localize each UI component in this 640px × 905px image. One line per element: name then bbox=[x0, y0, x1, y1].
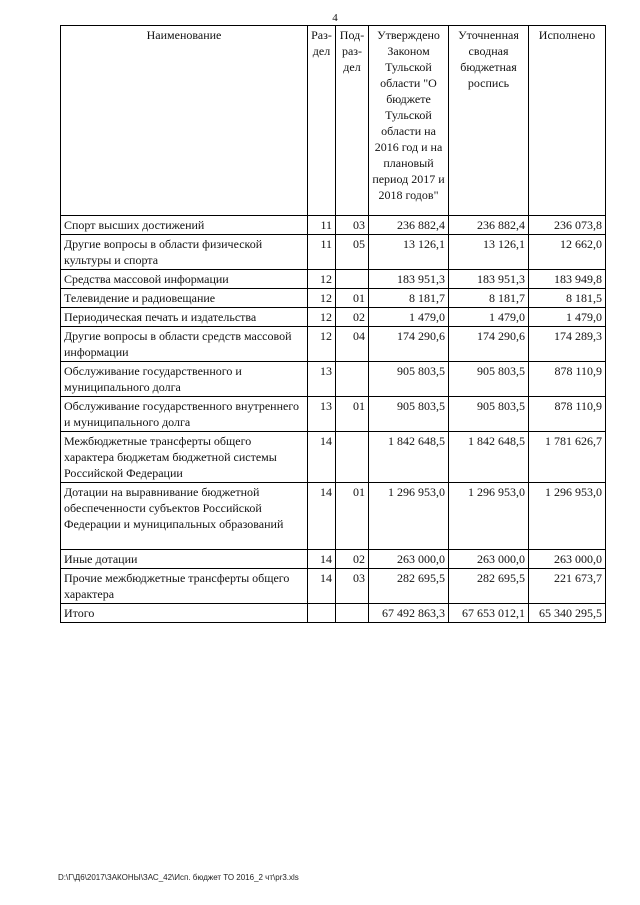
row-name: Обслуживание государственного и муниципального долга bbox=[61, 362, 308, 397]
row-name: Телевидение и радиовещание bbox=[61, 289, 308, 308]
row-approved: 1 479,0 bbox=[369, 308, 449, 327]
row-refined: 236 882,4 bbox=[449, 216, 529, 235]
row-approved: 236 882,4 bbox=[369, 216, 449, 235]
row-approved: 905 803,5 bbox=[369, 362, 449, 397]
row-subsection: 05 bbox=[336, 235, 369, 270]
row-name: Периодическая печать и издательства bbox=[61, 308, 308, 327]
table-header-row bbox=[61, 26, 606, 216]
row-section: 11 bbox=[308, 216, 336, 235]
row-executed: 221 673,7 bbox=[529, 569, 606, 604]
row-executed: 65 340 295,5 bbox=[529, 604, 606, 623]
row-section: 13 bbox=[308, 362, 336, 397]
row-refined: 263 000,0 bbox=[449, 550, 529, 569]
row-refined: 13 126,1 bbox=[449, 235, 529, 270]
row-refined: 174 290,6 bbox=[449, 327, 529, 362]
row-executed: 12 662,0 bbox=[529, 235, 606, 270]
table-row bbox=[61, 308, 606, 327]
row-name: Обслуживание государственного внутреннего и муниципального долга bbox=[61, 397, 308, 432]
header-approved: Утверждено Законом Тульской области "О бюджете Тульской области на 2016 год и на плановый период 2017 и 2018 годов" bbox=[369, 26, 449, 216]
row-section bbox=[308, 604, 336, 623]
table-row bbox=[61, 270, 606, 289]
table-row bbox=[61, 289, 606, 308]
row-executed: 878 110,9 bbox=[529, 362, 606, 397]
row-subsection: 04 bbox=[336, 327, 369, 362]
row-refined: 1 479,0 bbox=[449, 308, 529, 327]
row-executed: 1 781 626,7 bbox=[529, 432, 606, 483]
row-approved: 905 803,5 bbox=[369, 397, 449, 432]
row-subsection: 02 bbox=[336, 308, 369, 327]
header-name: Наименование bbox=[61, 26, 308, 216]
row-subsection bbox=[336, 270, 369, 289]
row-refined: 183 951,3 bbox=[449, 270, 529, 289]
row-subsection: 02 bbox=[336, 550, 369, 569]
table-row bbox=[61, 216, 606, 235]
file-path-footer: D:\Г\Д6\2017\ЗАКОНЫ\ЗАС_42\Исп. бюджет ТО 2016_2 чт\pr3.xls bbox=[58, 873, 299, 882]
row-executed: 263 000,0 bbox=[529, 550, 606, 569]
row-approved: 282 695,5 bbox=[369, 569, 449, 604]
row-approved: 8 181,7 bbox=[369, 289, 449, 308]
header-refined: Уточненная сводная бюджетная роспись bbox=[449, 26, 529, 216]
row-subsection: 03 bbox=[336, 569, 369, 604]
row-executed: 878 110,9 bbox=[529, 397, 606, 432]
row-name: Иные дотации bbox=[61, 550, 308, 569]
header-executed: Исполнено bbox=[529, 26, 606, 216]
row-section: 12 bbox=[308, 308, 336, 327]
row-approved: 1 842 648,5 bbox=[369, 432, 449, 483]
row-section: 13 bbox=[308, 397, 336, 432]
row-subsection bbox=[336, 432, 369, 483]
row-refined: 282 695,5 bbox=[449, 569, 529, 604]
row-refined: 67 653 012,1 bbox=[449, 604, 529, 623]
row-name: Спорт высших достижений bbox=[61, 216, 308, 235]
row-section: 11 bbox=[308, 235, 336, 270]
row-approved: 13 126,1 bbox=[369, 235, 449, 270]
header-section: Раз-дел bbox=[308, 26, 336, 216]
row-subsection: 01 bbox=[336, 289, 369, 308]
row-approved: 67 492 863,3 bbox=[369, 604, 449, 623]
row-section: 12 bbox=[308, 289, 336, 308]
row-name: Средства массовой информации bbox=[61, 270, 308, 289]
table-row bbox=[61, 327, 606, 362]
row-executed: 1 296 953,0 bbox=[529, 483, 606, 550]
row-executed: 1 479,0 bbox=[529, 308, 606, 327]
table-row bbox=[61, 569, 606, 604]
row-section: 12 bbox=[308, 270, 336, 289]
row-refined: 905 803,5 bbox=[449, 362, 529, 397]
row-name: Прочие межбюджетные трансферты общего характера bbox=[61, 569, 308, 604]
table-row bbox=[61, 362, 606, 397]
header-subsection: Под-раз-дел bbox=[336, 26, 369, 216]
table-row bbox=[61, 550, 606, 569]
row-executed: 174 289,3 bbox=[529, 327, 606, 362]
row-section: 14 bbox=[308, 483, 336, 550]
row-refined: 1 842 648,5 bbox=[449, 432, 529, 483]
table-row bbox=[61, 432, 606, 483]
row-name: Дотации на выравнивание бюджетной обеспеченности субъектов Российской Федерации и муниципальных образований bbox=[61, 483, 308, 550]
row-approved: 174 290,6 bbox=[369, 327, 449, 362]
row-section: 14 bbox=[308, 432, 336, 483]
row-subsection: 01 bbox=[336, 397, 369, 432]
table-row bbox=[61, 235, 606, 270]
row-executed: 8 181,5 bbox=[529, 289, 606, 308]
budget-table bbox=[60, 25, 606, 623]
table-row bbox=[61, 397, 606, 432]
row-approved: 263 000,0 bbox=[369, 550, 449, 569]
row-section: 14 bbox=[308, 569, 336, 604]
total-row bbox=[61, 604, 606, 623]
row-refined: 905 803,5 bbox=[449, 397, 529, 432]
row-refined: 8 181,7 bbox=[449, 289, 529, 308]
page-number: 4 bbox=[332, 12, 338, 24]
row-subsection: 03 bbox=[336, 216, 369, 235]
table-row bbox=[61, 483, 606, 550]
row-section: 12 bbox=[308, 327, 336, 362]
row-name: Другие вопросы в области физической культуры и спорта bbox=[61, 235, 308, 270]
row-executed: 183 949,8 bbox=[529, 270, 606, 289]
row-name: Межбюджетные трансферты общего характера бюджетам бюджетной системы Российской Федерации bbox=[61, 432, 308, 483]
row-refined: 1 296 953,0 bbox=[449, 483, 529, 550]
row-subsection: 01 bbox=[336, 483, 369, 550]
row-executed: 236 073,8 bbox=[529, 216, 606, 235]
row-name: Другие вопросы в области средств массовой информации bbox=[61, 327, 308, 362]
row-approved: 1 296 953,0 bbox=[369, 483, 449, 550]
row-subsection bbox=[336, 362, 369, 397]
row-approved: 183 951,3 bbox=[369, 270, 449, 289]
row-name: Итого bbox=[61, 604, 308, 623]
row-subsection bbox=[336, 604, 369, 623]
row-section: 14 bbox=[308, 550, 336, 569]
